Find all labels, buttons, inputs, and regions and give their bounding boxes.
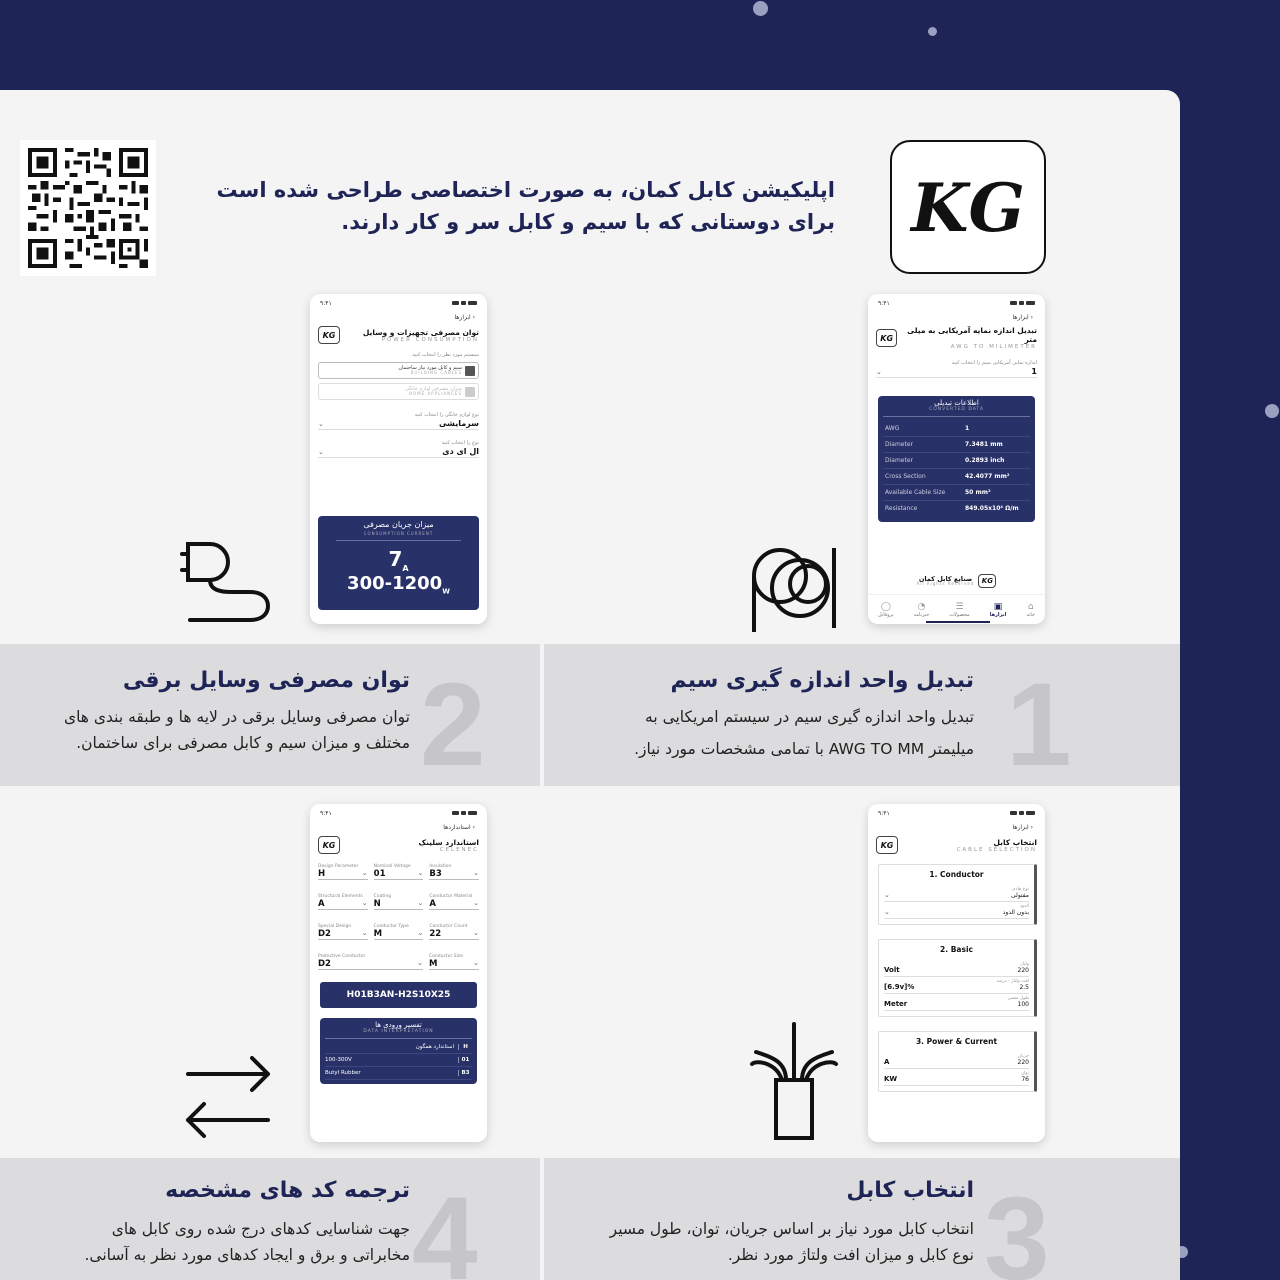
table-row: AWG 1 [883, 421, 1030, 437]
awg-select-value: 1 [1031, 367, 1037, 376]
feature-3-band [544, 1158, 1180, 1280]
headline-line-1: اپلیکیشن کابل کمان، به صورت اختصاصی طراحی شده است [216, 178, 835, 202]
param-select[interactable]: Conductor Type M ⌄ [373, 924, 424, 939]
breadcrumb-label: استانداردها [443, 824, 471, 831]
param-select[interactable]: Conductor Material A ⌄ [429, 894, 480, 909]
option-building-cables[interactable]: سیم و کابل مورد نیاز ساختمان BUILDING CABLES [318, 362, 479, 379]
page-title: تبدیل اندازه نمایه آمریکایی به میلی متر [907, 326, 1037, 344]
param-select[interactable]: Insulation B3 ⌄ [429, 864, 480, 879]
appliance-type-select[interactable]: سرمایشی ⌄ [318, 419, 479, 428]
ampere-input[interactable]: A جریان 220 [884, 1052, 1029, 1069]
result-subtitle: CONSUMPTION CURRENT [336, 531, 461, 541]
headline-line-2: برای دوستانی که با سیم و کابل سر و کار دارند. [341, 210, 835, 234]
feature-desc-line: مختلف و میزان سیم و کابل مصرفی برای ساختمان. [76, 734, 410, 752]
chevron-down-icon: ⌄ [318, 447, 324, 456]
conductor-type-select[interactable]: ⌄ نوع هادی مفتولی [884, 885, 1029, 902]
brand-name: صنایع کابل کمان [918, 574, 973, 583]
mini-logo: KG [318, 836, 340, 854]
decor-dot [753, 1, 768, 16]
param-row [310, 954, 487, 970]
mini-logo: KG [876, 329, 897, 347]
feature-2-band [0, 644, 540, 791]
breadcrumb[interactable]: ‹ ابزارها [1012, 824, 1033, 831]
param-row [310, 924, 487, 940]
section-title: 3. Power & Current [915, 1037, 998, 1046]
breadcrumb-label: ابزارها [1012, 824, 1029, 831]
feature-4-band [0, 1158, 540, 1280]
appliance-type-label: نوع لوازم خانگی را انتخاب کنید [414, 412, 479, 418]
coating-select[interactable]: ⌄ الدود بدون الدود [884, 902, 1029, 919]
content-card [0, 90, 1180, 1280]
user-icon: ◯ [880, 601, 891, 612]
param-select[interactable]: Structural Elements A ⌄ [318, 894, 368, 909]
voltage-drop-input[interactable]: [6.9v]% افت ولتاژ - درصد 2.5 [884, 977, 1029, 994]
page-subtitle: POWER CONSUMPTION [381, 336, 479, 343]
breadcrumb[interactable]: ‹ استانداردها [443, 824, 475, 831]
feature-desc-line: تبدیل واحد اندازه گیری سیم در سیستم امریکایی به [645, 708, 974, 726]
feature-desc-line: انتخاب کابل مورد نیاز بر اساس جریان، توان، طول مسیر [609, 1220, 974, 1238]
power-value: $300-1200_W$ [347, 573, 450, 596]
basic-section [878, 939, 1037, 1017]
param-row [310, 894, 487, 910]
feature-desc-line: نوع کابل و میزان افت ولتاژ مورد نظر. [727, 1246, 974, 1264]
data-interpretation-table [320, 1018, 477, 1084]
table-row: B3 Butyl Rubber [325, 1067, 472, 1080]
phone-awg-converter [868, 294, 1045, 624]
phone-power-consumption [310, 294, 487, 624]
interp-title: تفسیر ورودی ها [375, 1021, 422, 1029]
status-icons [1010, 301, 1035, 305]
feature-desc-line: توان مصرفی وسایل برقی در لایه ها و طبقه بندی های [63, 708, 410, 726]
status-time: ۹:۴۱ [320, 809, 332, 817]
interp-subtitle: DATA INTERPRETATION [363, 1028, 434, 1034]
meter-input[interactable]: Meter طول مسیر 100 [884, 994, 1029, 1011]
feature-title: انتخاب کابل [846, 1178, 974, 1203]
param-row [310, 864, 487, 880]
converted-data-table [878, 396, 1035, 522]
tab-news[interactable]: ◔ خبرنامه [913, 601, 930, 618]
feature-1-band [544, 644, 1180, 791]
rss-icon: ◔ [917, 601, 926, 612]
status-time: ۹:۴۱ [878, 299, 890, 307]
status-time: ۹:۴۱ [878, 809, 890, 817]
feature-number: 1 [1006, 659, 1072, 791]
option-home-appliances[interactable]: میزان مصرفی لوازم خانگی HOME APPLIANCES [318, 383, 479, 400]
converted-title: اطلاعات تبدیلی [934, 399, 979, 407]
plug-icon [180, 538, 280, 628]
feature-title: تبدیل واحد اندازه گیری سیم [670, 668, 974, 693]
feature-desc-line: میلیمتر AWG TO MM با تمامی مشخصات مورد نیاز. [634, 740, 974, 758]
phone-cable-selection [868, 804, 1045, 1142]
param-select[interactable]: Nominal Voltage 01 ⌄ [373, 864, 424, 879]
mini-logo: KG [318, 326, 340, 344]
feature-desc-line: مخابراتی و برق و ایجاد کدهای مورد نظر به آسانی. [84, 1246, 410, 1264]
status-icons [1010, 811, 1035, 815]
section-title: 1. Conductor [929, 870, 984, 879]
decor-dot [928, 27, 937, 36]
breadcrumb-label: ابزارها [454, 314, 471, 321]
power-current-section [878, 1031, 1037, 1092]
decor-dot [1265, 404, 1279, 418]
param-select[interactable]: Design Parameter H ⌄ [318, 864, 368, 879]
tab-home[interactable]: ⌂ خانه [1026, 601, 1036, 618]
feature-title: ترجمه کد های مشخصه [165, 1178, 410, 1203]
page-subtitle: AWG TO MILIMETER [950, 344, 1037, 350]
feature-desc-line: جهت شناسایی کدهای درج شده روی کابل های [111, 1220, 410, 1238]
awg-select[interactable] [876, 366, 1037, 378]
page-subtitle: CABLE SELECTION [956, 846, 1037, 853]
mini-logo: KG [876, 836, 898, 854]
page-title: انتخاب کابل [993, 837, 1037, 847]
tab-indicator [926, 621, 990, 623]
wire-coil-icon [748, 540, 840, 632]
brand-sub: All Rights Reserved [916, 581, 975, 587]
feature-title: توان مصرفی وسایل برقی [122, 668, 410, 693]
feature-number: 4 [412, 1173, 478, 1280]
page-subtitle: CELENEC [439, 846, 479, 853]
chevron-down-icon: ⌄ [876, 367, 882, 376]
logo-text: KG [911, 169, 1025, 247]
brand-footer [868, 574, 1045, 588]
section-title: 2. Basic [940, 945, 973, 954]
table-row: Resistance 849.05x10⁴ Ω/m [885, 504, 1019, 512]
table-row: Cross Section 42.4077 mm² [883, 469, 1030, 485]
generated-code: H01B3AN-H2S10X25 [320, 982, 477, 1008]
param-select[interactable]: Conductor Count 22 ⌄ [429, 924, 480, 939]
table-row: Diameter 7.3481 mm [883, 437, 1030, 453]
phone-celenec-standard [310, 804, 487, 1142]
home-icon: ⌂ [1027, 601, 1034, 612]
result-title: میزان جریان مصرفی [363, 520, 434, 529]
table-row: Available Cable Size 50 mm² [883, 485, 1030, 501]
subtype-label: نوع را انتخاب کنید [441, 440, 479, 446]
param-select[interactable]: Protective Conductor D2 ⌄ [318, 954, 423, 969]
status-time: ۹:۴۱ [320, 299, 332, 307]
arrows-exchange-icon [182, 1052, 274, 1144]
feature-number: 2 [420, 659, 486, 791]
converted-subtitle: CONVERTED DATA [929, 406, 984, 412]
tools-icon: ▣ [993, 601, 1003, 612]
table-row: 01 100-300V [325, 1054, 472, 1067]
param-select[interactable]: Coating N ⌄ [373, 894, 424, 909]
param-select[interactable]: Special Design D2 ⌄ [318, 924, 368, 939]
bottom-tab-bar [868, 594, 1045, 624]
tab-profile[interactable]: ◯ پروفایل [878, 601, 894, 618]
table-row: Diameter 0.2893 inch [883, 453, 1030, 469]
mini-logo: KG [978, 574, 996, 588]
page-title: توان مصرفی تجهیزات و وسایل [362, 327, 479, 337]
subtype-select[interactable]: ال ای دی ⌄ [318, 447, 479, 456]
building-icon [465, 366, 475, 376]
page-title: استاندارد سلینک [418, 837, 479, 847]
qr-code[interactable] [20, 140, 156, 276]
tab-tools[interactable]: ▣ ابزارها [989, 601, 1007, 618]
system-prompt: سیستم مورد نظر را انتخاب کنید [412, 352, 479, 358]
table-row: H استاندارد همگون [325, 1041, 472, 1054]
consumption-result-card [318, 516, 479, 610]
kg-logo [890, 140, 1046, 274]
current-value: $7_A$ [388, 547, 409, 573]
conductor-section [878, 864, 1037, 925]
status-icons [452, 811, 477, 815]
breadcrumb[interactable]: ‹ ابزارها [1012, 314, 1033, 321]
status-icons [452, 301, 477, 305]
list-icon: ☰ [955, 601, 964, 612]
feature-number: 3 [984, 1173, 1050, 1280]
param-select[interactable]: Conductor Size M ⌄ [429, 954, 479, 969]
kw-input[interactable]: KW توان 76 [884, 1069, 1029, 1086]
breadcrumb[interactable]: ‹ ابزارها [454, 314, 475, 321]
volt-input[interactable]: Volt ولتاژ 220 [884, 960, 1029, 977]
awg-field-label: اندازه نمایی آمریکایی سیم را انتخاب کنید [951, 360, 1037, 366]
breadcrumb-label: ابزارها [1012, 314, 1029, 321]
appliance-icon [465, 387, 475, 397]
tab-products[interactable]: ☰ محصولات [949, 601, 970, 618]
chevron-down-icon: ⌄ [318, 419, 324, 428]
cable-core-icon [748, 1020, 840, 1142]
